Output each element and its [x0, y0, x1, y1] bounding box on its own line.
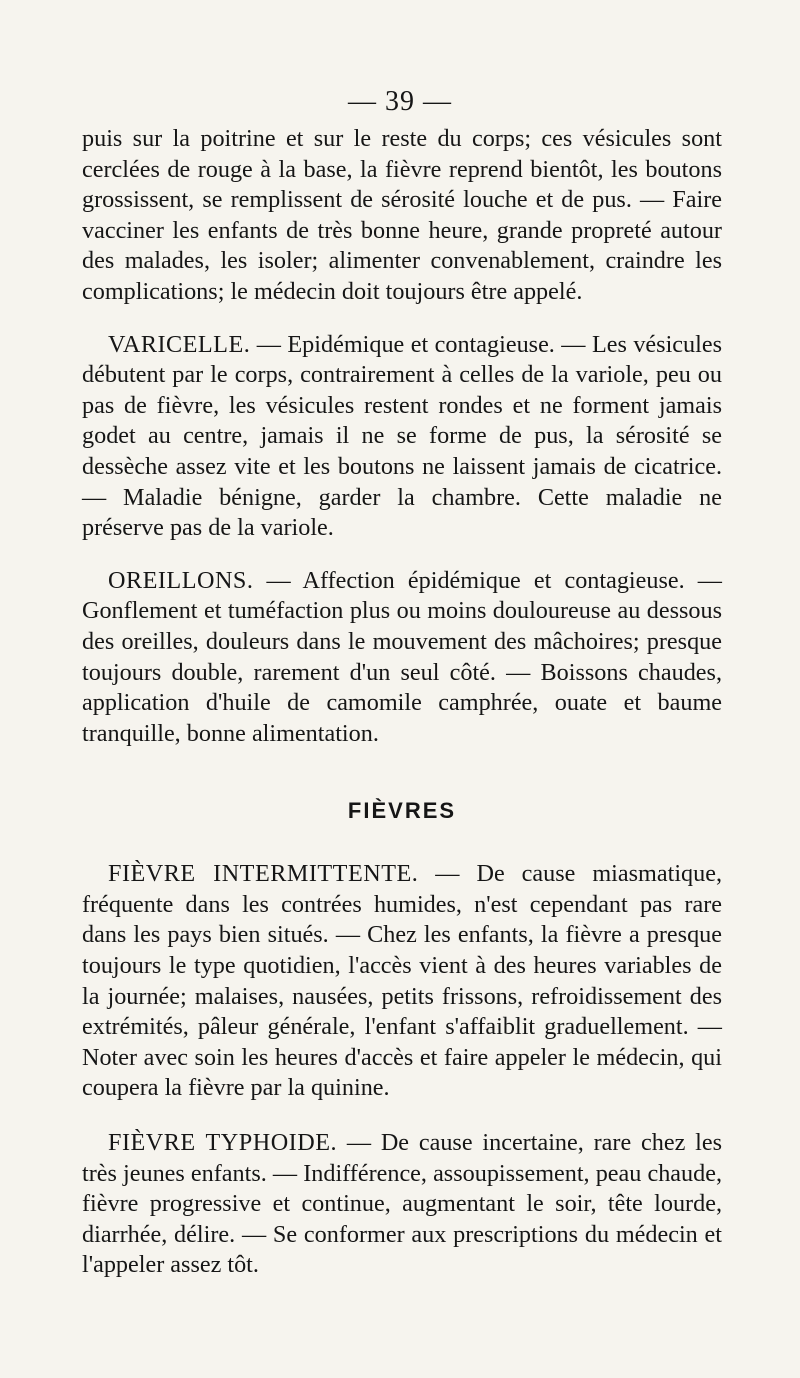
paragraph-text: — De cause miasmatique, fréquente dans les contrées humides, n'est cependant pas rare dans les pays bien situés. — Chez les enfants, la fièvre a presque toujours le type quotidien, l'accès vient à des heures variables de la journée; malaises, nausées, petits frissons, refroidissement des extrémités, pâleur générale, l'enfant s'affaiblit graduellement. — Noter avec soin les heures d'accès et faire appeler le médecin, qui coupera la fièvre par la quinine. [82, 860, 723, 1102]
paragraph-spacer [82, 1104, 722, 1128]
paragraph-spacer [82, 308, 722, 330]
paragraph-oreillons [82, 566, 722, 750]
paragraph-fievre-typhoide [82, 1128, 722, 1281]
paragraph-spacer [82, 544, 722, 566]
disease-term: FIÈVRE INTERMITTENTE. [108, 860, 419, 888]
paragraph-text: — Epidémique et contagieuse. — Les vésicules débutent par le corps, contrairement à celles de la variole, peu ou pas de fièvre, les vésicules restent rondes et ne forment jamais godet au centre, jamais il ne se forme de pus, la sérosité se dessèche assez vite et les boutons ne laissent jamais de cicatrice. — Maladie bénigne, garder la chambre. Cette maladie ne préserve pas de la variole. [82, 330, 722, 542]
text-column [82, 124, 722, 1281]
paragraph-text: — Affection épidémique et contagieuse. — Gonflement et tuméfaction plus ou moins douloureuse au dessous des oreilles, douleurs dans le mouvement des mâchoires; presque toujours double, rarement d'un seul côté. — Boissons chaudes, application d'huile de camomile camphrée, ouate et baume tranquille, bonne alimentation. [82, 566, 722, 747]
disease-term: OREILLONS. [108, 566, 254, 594]
disease-term: FIÈVRE TYPHOIDE. [108, 1129, 338, 1157]
disease-term: VARICELLE. [108, 330, 251, 358]
paragraph-variole-continued [82, 124, 722, 308]
paragraph-text: puis sur la poitrine et sur le reste du corps; ces vésicules sont cerclées de rouge à la base, la fièvre reprend bientôt, les boutons grossissent, se remplissent de sérosité louche et de pus. — Faire vacciner les enfants de très bonne heure, grande propreté autour des malades, les isoler; alimenter convenablement, craindre les complications; le médecin doit toujours être appelé. [82, 125, 722, 305]
paragraph-varicelle [82, 330, 722, 544]
section-heading: FIÈVRES [347, 798, 457, 824]
paragraph-fievre-intermittente [82, 859, 722, 1104]
paragraph-text: — De cause incertaine, rare chez les très jeunes enfants. — Indifférence, assoupissement, peau chaude, fièvre progressive et continue, augmentant le soir, tête lourde, diarrhée, délire. — Se conformer aux prescriptions du médecin et l'appeler assez tôt. [82, 1129, 722, 1279]
page-number: — 39 — [348, 86, 452, 117]
